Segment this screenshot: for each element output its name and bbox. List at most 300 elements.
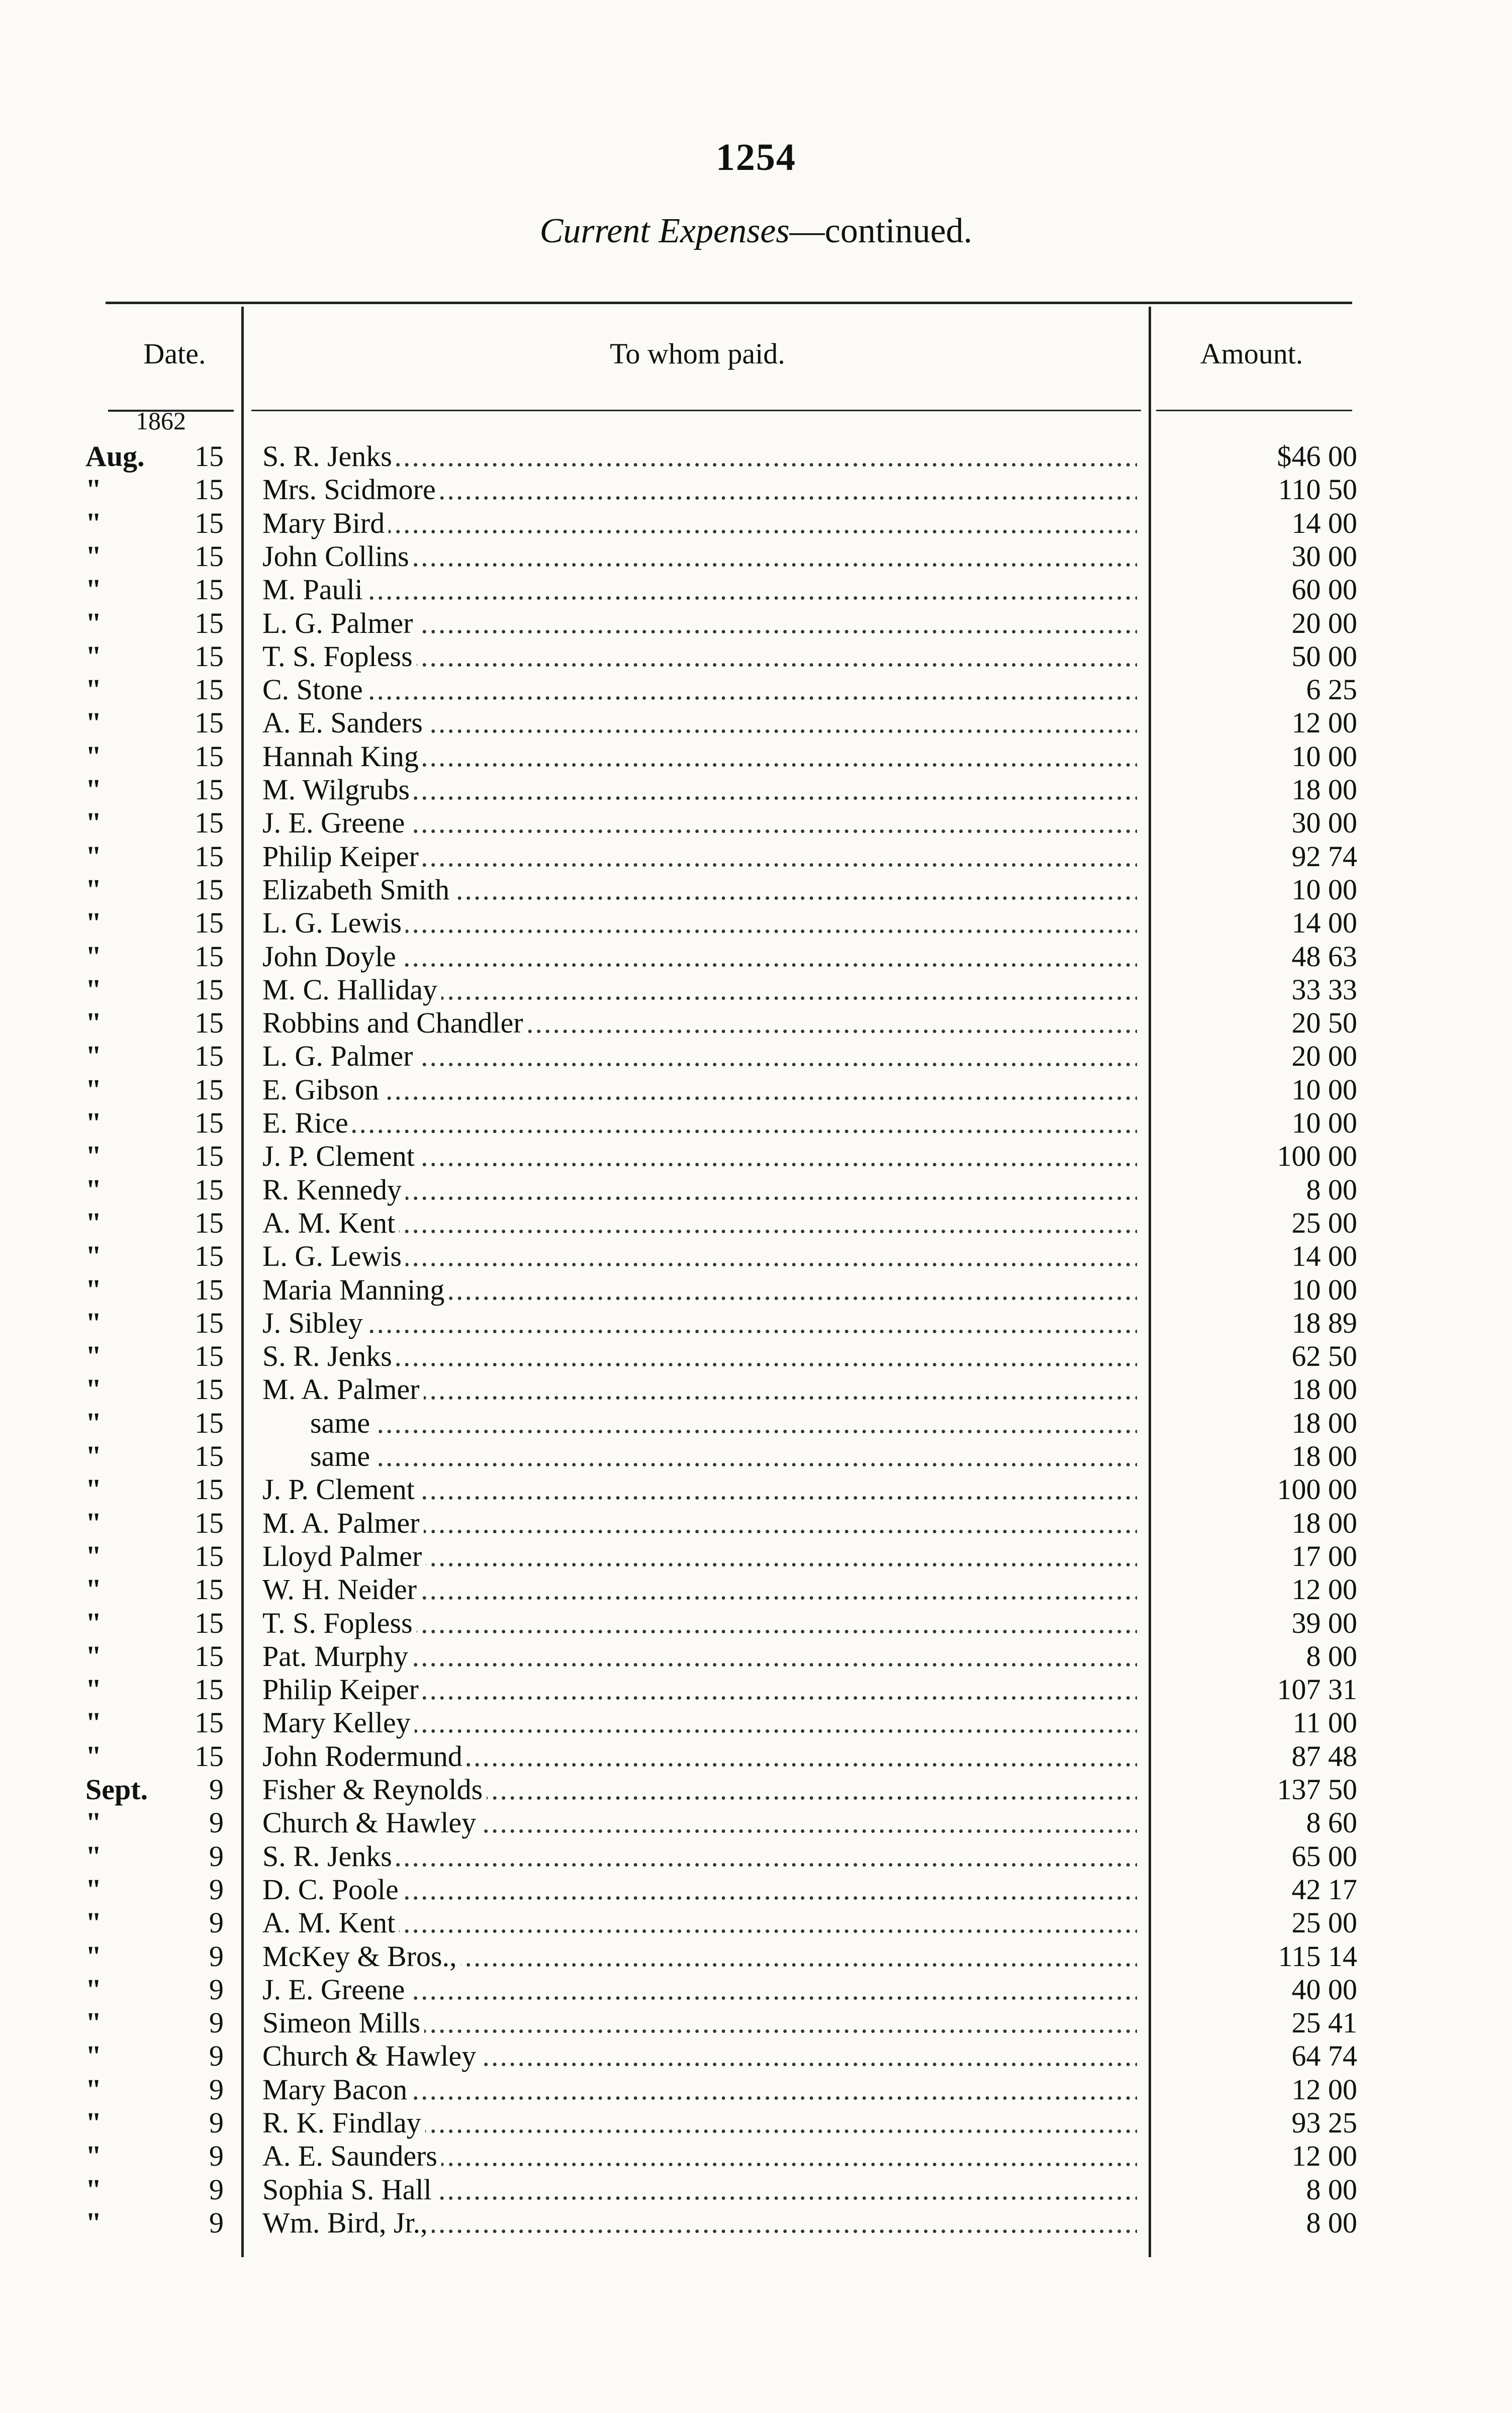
row-day: 15 [195, 1407, 224, 1439]
row-amount: 20 50 [1291, 1006, 1357, 1039]
table-row [0, 1340, 1512, 1373]
row-amount: 60 00 [1291, 573, 1357, 606]
row-day: 9 [209, 2140, 224, 2172]
row-payee [262, 640, 1137, 673]
row-payee-name: R. K. Findlay [262, 2106, 425, 2139]
row-amount: 50 00 [1291, 640, 1357, 673]
row-month: " [85, 1873, 102, 1906]
row-month: " [85, 1173, 102, 1206]
row-month: " [85, 2206, 102, 2239]
row-month: " [85, 573, 102, 606]
row-month: " [85, 1407, 102, 1439]
row-payee-name: Mary Kelley [262, 1706, 415, 1739]
row-payee-name: L. G. Palmer [262, 1040, 417, 1072]
table-row [0, 2140, 1512, 2173]
table-row [0, 1640, 1512, 1673]
row-payee [262, 1806, 1137, 1839]
row-payee [262, 1073, 1137, 1106]
row-day: 9 [209, 1773, 224, 1806]
row-day: 15 [195, 1106, 224, 1139]
row-month: " [85, 1106, 102, 1139]
table-row [0, 1673, 1512, 1706]
row-day: 15 [195, 1473, 224, 1506]
row-amount: 14 00 [1291, 507, 1357, 539]
row-payee [262, 1440, 1137, 1473]
table-row [0, 706, 1512, 739]
row-payee [262, 1640, 1137, 1673]
row-payee-name: L. G. Lewis [262, 1240, 406, 1272]
row-day: 15 [195, 873, 224, 906]
row-day: 15 [195, 1340, 224, 1372]
row-payee-name: Pat. Murphy [262, 1640, 412, 1673]
row-payee [262, 673, 1137, 706]
table-row [0, 1507, 1512, 1540]
row-month: " [85, 507, 102, 539]
row-month: " [85, 2173, 102, 2206]
row-day: 15 [195, 1240, 224, 1272]
row-day: 15 [195, 1706, 224, 1739]
row-amount: 42 17 [1291, 1873, 1357, 1906]
row-day: 15 [195, 573, 224, 606]
row-amount: 30 00 [1291, 806, 1357, 839]
row-payee [262, 2173, 1137, 2206]
row-payee [262, 1373, 1137, 1406]
row-payee [262, 1307, 1137, 1340]
row-payee [262, 1607, 1137, 1640]
row-day: 15 [195, 640, 224, 673]
row-day: 15 [195, 1573, 224, 1606]
year-label: 1862 [136, 407, 186, 435]
row-payee [262, 1973, 1137, 2006]
row-day: 9 [209, 2006, 224, 2039]
row-payee [262, 1507, 1137, 1540]
row-amount: 8 00 [1306, 1173, 1357, 1206]
row-day: 15 [195, 1540, 224, 1572]
row-payee-name: Lloyd Palmer [262, 1540, 426, 1572]
row-month: " [85, 2140, 102, 2172]
row-payee [262, 1673, 1137, 1706]
row-payee-name: J. E. Greene [262, 1973, 409, 2006]
table-top-rule [106, 302, 1352, 304]
row-payee-name: S. R. Jenks [262, 440, 396, 473]
table-row [0, 607, 1512, 640]
row-payee [262, 1407, 1137, 1440]
row-month: " [85, 1340, 102, 1372]
row-amount: 39 00 [1291, 1607, 1357, 1639]
row-payee [262, 906, 1137, 940]
table-row [0, 1906, 1512, 1939]
row-month: " [85, 1307, 102, 1339]
table-row [0, 1873, 1512, 1906]
row-amount: 87 48 [1291, 1740, 1357, 1773]
table-row [0, 840, 1512, 873]
table-row [0, 1240, 1512, 1273]
table-row [0, 1940, 1512, 1973]
row-amount: 100 00 [1277, 1140, 1357, 1172]
row-payee-name: S. R. Jenks [262, 1840, 396, 1873]
row-month: " [85, 1473, 102, 1506]
row-month: " [85, 1973, 102, 2006]
row-month: " [85, 1206, 102, 1239]
table-row [0, 2073, 1512, 2106]
table-row [0, 873, 1512, 906]
row-month: " [85, 2073, 102, 2106]
row-payee-name: same [262, 1407, 374, 1439]
row-payee [262, 2039, 1137, 2073]
table-row [0, 2106, 1512, 2140]
row-day: 15 [195, 507, 224, 539]
row-month: " [85, 1040, 102, 1072]
row-day: 15 [195, 540, 224, 573]
row-amount: 107 31 [1277, 1673, 1357, 1706]
row-payee-name: John Collins [262, 540, 413, 573]
row-payee-name: M. A. Palmer [262, 1373, 424, 1406]
row-day: 15 [195, 1173, 224, 1206]
row-payee-name: Maria Manning [262, 1273, 448, 1306]
row-month: " [85, 2106, 102, 2139]
row-month: " [85, 906, 102, 939]
row-payee [262, 1540, 1137, 1573]
row-month: " [85, 873, 102, 906]
row-amount: 30 00 [1291, 540, 1357, 573]
row-month: " [85, 1607, 102, 1639]
row-amount: 18 00 [1291, 1407, 1357, 1439]
row-payee [262, 1240, 1137, 1273]
row-payee-name: R. Kennedy [262, 1173, 406, 1206]
row-month: " [85, 2039, 102, 2072]
row-day: 15 [195, 440, 224, 473]
table-row [0, 1173, 1512, 1206]
table-row [0, 473, 1512, 506]
row-day: 9 [209, 2039, 224, 2072]
row-payee [262, 2206, 1137, 2240]
header-amount: Amount. [1200, 337, 1303, 370]
row-day: 15 [195, 473, 224, 506]
row-amount: 10 00 [1291, 873, 1357, 906]
row-amount: 65 00 [1291, 1840, 1357, 1873]
page-number: 1254 [716, 136, 796, 178]
row-amount: 115 14 [1278, 1940, 1357, 1973]
row-payee [262, 1473, 1137, 1506]
row-payee [262, 1106, 1137, 1140]
row-month: " [85, 1006, 102, 1039]
row-payee-name: M. C. Halliday [262, 973, 441, 1006]
row-payee [262, 740, 1137, 773]
row-amount: 12 00 [1291, 706, 1357, 739]
table-row [0, 2206, 1512, 2240]
row-payee-name: J. P. Clement [262, 1473, 419, 1506]
row-payee-name: J. E. Greene [262, 806, 409, 839]
table-row [0, 1740, 1512, 1773]
row-payee-name: J. Sibley [262, 1307, 367, 1339]
table-row [0, 1806, 1512, 1839]
row-month: " [85, 1440, 102, 1472]
row-amount: 20 00 [1291, 607, 1357, 639]
row-payee [262, 2073, 1137, 2106]
table-row [0, 2173, 1512, 2206]
table-row [0, 1840, 1512, 1873]
row-day: 9 [209, 2173, 224, 2206]
row-month: " [85, 840, 102, 873]
row-payee-name: C. Stone [262, 673, 367, 706]
table-row [0, 906, 1512, 940]
row-amount: 18 00 [1291, 1373, 1357, 1406]
row-month: " [85, 1573, 102, 1606]
row-amount: 137 50 [1277, 1773, 1357, 1806]
table-row [0, 973, 1512, 1006]
row-amount: 12 00 [1291, 2073, 1357, 2106]
section-title-main: Current Expenses [539, 212, 790, 250]
row-amount: 110 50 [1278, 473, 1357, 506]
row-payee-name: T. S. Fopless [262, 640, 417, 673]
row-month: " [85, 1806, 102, 1839]
row-day: 15 [195, 1307, 224, 1339]
row-day: 9 [209, 1840, 224, 1873]
row-payee-name: Mrs. Scidmore [262, 473, 440, 506]
row-payee [262, 2140, 1137, 2173]
row-payee-name: L. G. Lewis [262, 906, 406, 939]
table-row [0, 1973, 1512, 2006]
row-month: " [85, 2006, 102, 2039]
row-month: " [85, 1373, 102, 1406]
row-day: 15 [195, 840, 224, 873]
row-amount: 64 74 [1291, 2039, 1357, 2072]
row-amount: 40 00 [1291, 1973, 1357, 2006]
row-day: 15 [195, 973, 224, 1006]
row-amount: 12 00 [1291, 2140, 1357, 2172]
row-amount: 20 00 [1291, 1040, 1357, 1072]
row-payee-name: D. C. Poole [262, 1873, 403, 1906]
row-amount: 14 00 [1291, 906, 1357, 939]
row-month: " [85, 1706, 102, 1739]
row-day: 15 [195, 1040, 224, 1072]
row-day: 15 [195, 1740, 224, 1773]
row-amount: 100 00 [1277, 1473, 1357, 1506]
row-payee-name: W. H. Neider [262, 1573, 421, 1606]
row-amount: 10 00 [1291, 740, 1357, 773]
row-amount: 18 00 [1291, 773, 1357, 806]
row-payee-name: M. Pauli [262, 573, 367, 606]
table-row [0, 2006, 1512, 2039]
row-day: 15 [195, 673, 224, 706]
row-month: " [85, 640, 102, 673]
row-day: 15 [195, 1273, 224, 1306]
row-day: 15 [195, 1140, 224, 1172]
row-payee [262, 507, 1137, 540]
row-payee [262, 806, 1137, 840]
row-payee-name: Wm. Bird, Jr., [262, 2206, 432, 2239]
row-month: " [85, 1940, 102, 1973]
row-payee-name: S. R. Jenks [262, 1340, 396, 1372]
row-payee [262, 1140, 1137, 1173]
row-day: 15 [195, 906, 224, 939]
table-row [0, 640, 1512, 673]
row-day: 15 [195, 607, 224, 639]
row-payee-name: A. E. Saunders [262, 2140, 441, 2172]
row-payee [262, 973, 1137, 1006]
row-payee-name: John Doyle [262, 940, 400, 973]
row-month: " [85, 1906, 102, 1939]
row-day: 9 [209, 1806, 224, 1839]
table-row [0, 1006, 1512, 1040]
row-payee [262, 1840, 1137, 1873]
row-payee [262, 1206, 1137, 1240]
row-payee [262, 840, 1137, 873]
table-row [0, 1373, 1512, 1406]
row-payee-name: A. M. Kent [262, 1906, 399, 1939]
row-payee-name: T. S. Fopless [262, 1607, 417, 1639]
row-payee-name: Simeon Mills [262, 2006, 424, 2039]
row-payee [262, 1906, 1137, 1939]
row-day: 15 [195, 706, 224, 739]
header-payee: To whom paid. [610, 337, 785, 370]
table-row [0, 1140, 1512, 1173]
table-row [0, 507, 1512, 540]
header-bottom-rule-payee [251, 410, 1141, 411]
row-amount: 25 00 [1291, 1206, 1357, 1239]
row-payee-name: same [262, 1440, 374, 1472]
row-payee-name: Fisher & Reynolds [262, 1773, 487, 1806]
row-payee-name: Philip Keiper [262, 840, 423, 873]
row-month: " [85, 1740, 102, 1773]
row-amount: 33 33 [1291, 973, 1357, 1006]
row-amount: 18 00 [1291, 1440, 1357, 1472]
row-amount: 25 41 [1291, 2006, 1357, 2039]
section-title-continued: —continued. [789, 212, 973, 250]
row-day: 15 [195, 1607, 224, 1639]
row-month: " [85, 673, 102, 706]
row-amount: 8 00 [1306, 2206, 1357, 2239]
table-row [0, 540, 1512, 573]
row-payee-name: Mary Bird [262, 507, 389, 539]
row-month: " [85, 540, 102, 573]
row-amount: 11 00 [1292, 1706, 1357, 1739]
table-row [0, 1073, 1512, 1106]
row-payee-name: A. M. Kent [262, 1206, 399, 1239]
row-payee-name: Hannah King [262, 740, 423, 773]
row-payee [262, 1573, 1137, 1606]
row-month: " [85, 1140, 102, 1172]
table-row [0, 740, 1512, 773]
row-payee-name: Sophia S. Hall [262, 2173, 436, 2206]
row-month: " [85, 1640, 102, 1673]
row-day: 9 [209, 2206, 224, 2239]
table-row [0, 2039, 1512, 2073]
row-month: " [85, 607, 102, 639]
row-payee-name: John Rodermund [262, 1740, 466, 1773]
table-row [0, 806, 1512, 840]
row-payee-name: Elizabeth Smith [262, 873, 453, 906]
row-day: 9 [209, 1906, 224, 1939]
row-month: " [85, 1673, 102, 1706]
row-payee [262, 2106, 1137, 2140]
row-payee-name: M. A. Palmer [262, 1507, 424, 1539]
row-month: " [85, 1507, 102, 1539]
row-month: " [85, 940, 102, 973]
row-payee-name: Church & Hawley [262, 1806, 480, 1839]
row-payee-name: E. Gibson [262, 1073, 383, 1106]
table-row [0, 1206, 1512, 1240]
row-amount: 92 74 [1291, 840, 1357, 873]
row-payee [262, 873, 1137, 906]
table-row [0, 1040, 1512, 1073]
row-day: 15 [195, 1673, 224, 1706]
row-payee [262, 440, 1137, 473]
row-payee [262, 1740, 1137, 1773]
row-day: 15 [195, 740, 224, 773]
row-amount: 10 00 [1291, 1106, 1357, 1139]
row-month: " [85, 1240, 102, 1272]
row-payee-name: L. G. Palmer [262, 607, 417, 639]
table-row [0, 573, 1512, 606]
row-day: 15 [195, 1440, 224, 1472]
row-day: 15 [195, 1507, 224, 1539]
row-payee [262, 1706, 1137, 1739]
row-payee-name: Church & Hawley [262, 2039, 480, 2072]
row-amount: 6 25 [1306, 673, 1357, 706]
row-amount: 17 00 [1291, 1540, 1357, 1572]
row-month: Sept. [85, 1773, 148, 1806]
row-day: 9 [209, 1940, 224, 1973]
row-month: " [85, 773, 102, 806]
row-month: " [85, 1840, 102, 1873]
row-amount: 8 00 [1306, 2173, 1357, 2206]
row-month: " [85, 973, 102, 1006]
row-month: " [85, 706, 102, 739]
row-payee-name: Philip Keiper [262, 1673, 423, 1706]
row-payee-name: McKey & Bros., [262, 1940, 461, 1973]
table-row [0, 1473, 1512, 1506]
row-day: 15 [195, 806, 224, 839]
row-amount: 93 25 [1291, 2106, 1357, 2139]
row-payee [262, 540, 1137, 573]
table-row [0, 1273, 1512, 1307]
row-payee [262, 473, 1137, 506]
row-amount: 48 63 [1291, 940, 1357, 973]
row-payee [262, 1773, 1137, 1806]
table-row [0, 440, 1512, 473]
table-row [0, 1440, 1512, 1473]
row-payee-name: Mary Bacon [262, 2073, 411, 2106]
row-payee-name: E. Rice [262, 1106, 352, 1139]
row-amount: 12 00 [1291, 1573, 1357, 1606]
row-payee-name: J. P. Clement [262, 1140, 419, 1172]
row-payee [262, 773, 1137, 806]
row-month: " [85, 1073, 102, 1106]
header-bottom-rule-amount [1156, 410, 1352, 411]
row-payee-name: Robbins and Chandler [262, 1006, 527, 1039]
row-amount: 14 00 [1291, 1240, 1357, 1272]
row-day: 15 [195, 1006, 224, 1039]
table-row [0, 1106, 1512, 1140]
row-month: Aug. [85, 440, 145, 473]
row-amount: 8 00 [1306, 1640, 1357, 1673]
table-row [0, 1307, 1512, 1340]
row-day: 9 [209, 1973, 224, 2006]
row-day: 15 [195, 1640, 224, 1673]
row-payee [262, 940, 1137, 973]
row-amount: 18 89 [1291, 1307, 1357, 1339]
row-payee-name: A. E. Sanders [262, 706, 427, 739]
header-date: Date. [143, 337, 206, 370]
row-payee [262, 1006, 1137, 1040]
table-row [0, 1607, 1512, 1640]
row-amount: 10 00 [1291, 1073, 1357, 1106]
row-month: " [85, 806, 102, 839]
row-payee [262, 2006, 1137, 2039]
row-day: 15 [195, 1206, 224, 1239]
row-payee [262, 1273, 1137, 1307]
